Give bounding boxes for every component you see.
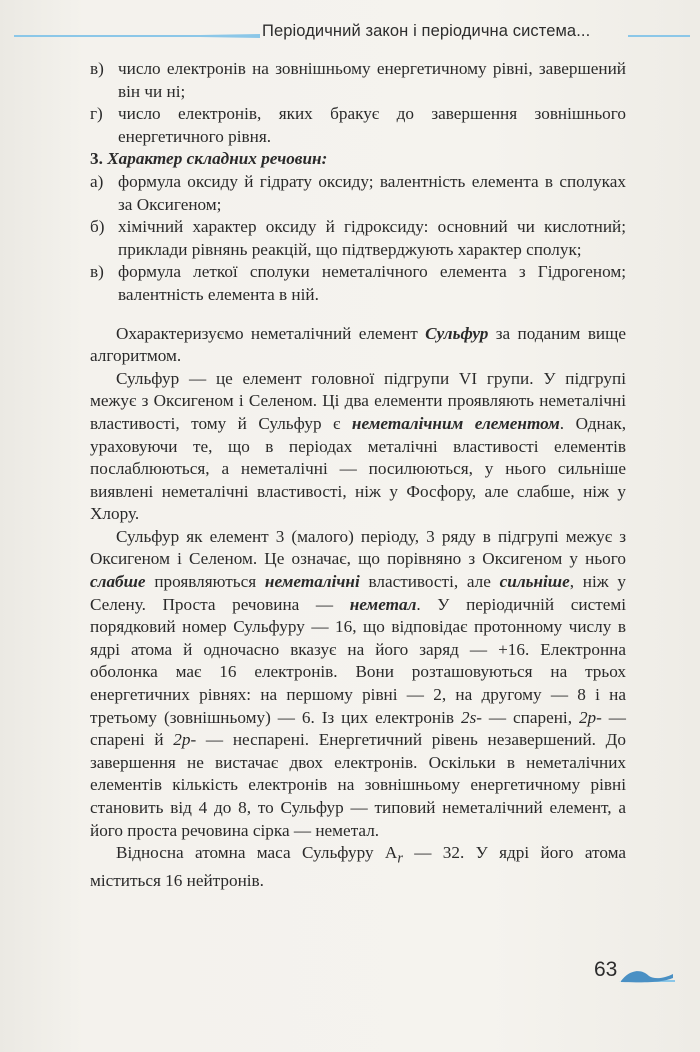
emphasis: неметалічним елементом <box>351 413 560 433</box>
list-item-marker: а) <box>90 171 104 191</box>
text-run: за поданим вище алгоритмом. <box>90 323 626 366</box>
emphasis: неметал <box>349 594 417 614</box>
text-run: Відносна атомна маса Сульфуру A <box>116 843 398 863</box>
text-run: — спарені, <box>481 707 579 727</box>
subscript: r <box>397 850 403 867</box>
emphasis: слабше <box>90 572 146 592</box>
emphasis: Сульфур <box>425 323 489 343</box>
header-rule-right <box>628 35 690 37</box>
section-number: 3. <box>90 149 103 169</box>
list-item-text: хімічний характер оксиду й гідроксиду: основний чи кислотний; приклади рівнянь реакцій, що підтверджують характер сполук; <box>118 217 626 259</box>
list-item-marker: в) <box>90 59 104 78</box>
paragraph-intro <box>90 323 626 368</box>
text-run: властивості, але <box>359 572 500 592</box>
text-run: проявляються <box>145 572 265 592</box>
text-run: Сульфур — це елемент головної підгрупи VI групи. У підгрупі межує з Оксигеном і Селеном. Ці два елементи проявляють неметалічні властивості, тому й Сульфур є <box>90 368 626 433</box>
header-rule-left <box>14 35 260 37</box>
text-run: , ніж у Селену. Проста речовина — <box>90 572 626 614</box>
page-body <box>90 58 626 893</box>
text-run: . Однак, ураховуючи те, що в періодах металічні властивості елементів послаблюються, а неметалічні — посилюються, у нього сильніше виявлені неметалічні властивості, ніж у Фосфору, але слабше, ніж у Хлору. <box>90 413 626 524</box>
text-run: Охарактеризуємо неметалічний елемент <box>116 323 426 343</box>
list-item <box>90 58 626 103</box>
running-header <box>0 18 700 48</box>
paragraph-subgroup <box>90 368 626 526</box>
list-item-text: формула леткої сполуки неметалічного елемента з Гідрогеном; валентність елемента в ній. <box>118 262 626 304</box>
paragraph-gap <box>90 307 626 323</box>
list-item-text: число електронів, яких бракує до завершення зовнішнього енергетичного рівня. <box>118 104 626 146</box>
list-item <box>90 216 626 261</box>
list-item <box>90 103 626 148</box>
header-title: Періодичний закон і періодична система... <box>262 22 591 40</box>
list-item-marker: б) <box>90 217 105 237</box>
orbital-label: 2p- <box>578 707 602 727</box>
page-number: 63 <box>594 958 618 981</box>
section-title-text: Характер складних речовин: <box>107 149 328 169</box>
list-item-text: число електронів на зовнішньому енергетичному рівні, завершений він чи ні; <box>118 59 626 101</box>
text-run: — неспарені. Енергетичний рівень незавершений. До завершення не вистачає двох електронів. Оскільки в неметалічних елементів кількість електронів на зовнішньому енергетичному рівні становить від 4 до 8, то Сульфур — типовий неметалічний елемент, а його проста речовина сірка — неметал. <box>90 730 626 840</box>
list-item <box>90 171 626 216</box>
text-run: — спарені й <box>90 707 626 750</box>
paragraph-atomic-mass <box>90 842 626 893</box>
emphasis: сильніше <box>499 572 570 592</box>
orbital-label: 2s- <box>460 707 482 727</box>
list-item-marker: в) <box>90 262 104 282</box>
text-run: Сульфур як елемент 3 (малого) періоду, 3 ряду в підгрупі межує з Оксигеном і Селеном. Це означає, що порівняно з Оксигеном у нього <box>90 526 626 569</box>
paragraph-period <box>90 526 626 842</box>
text-run: — 32. У ядрі його атома міститься 16 нейтронів. <box>90 843 626 891</box>
list-item-text: формула оксиду й гідрату оксиду; валентність елемента в сполуках за Оксигеном; <box>118 171 626 214</box>
orbital-label: 2p- <box>173 730 197 750</box>
page-corner-swoosh-icon <box>619 966 675 984</box>
section-heading <box>90 148 626 171</box>
list-item <box>90 261 626 306</box>
text-run: . У періодичній системі порядковий номер Сульфуру — 16, що відповідає протонному числу в ядрі атома й одночасно вказує на його заряд — +16. Електронна оболонка має 16 електронів. Вони розташовуються на трьох енергетичних рівнях: на першому рівні — 2, на другому — 8 і на третьому (зовнішньому) — 6. Із цих електронів <box>90 594 626 727</box>
emphasis: неметалічні <box>264 572 360 592</box>
list-item-marker: г) <box>90 104 103 124</box>
